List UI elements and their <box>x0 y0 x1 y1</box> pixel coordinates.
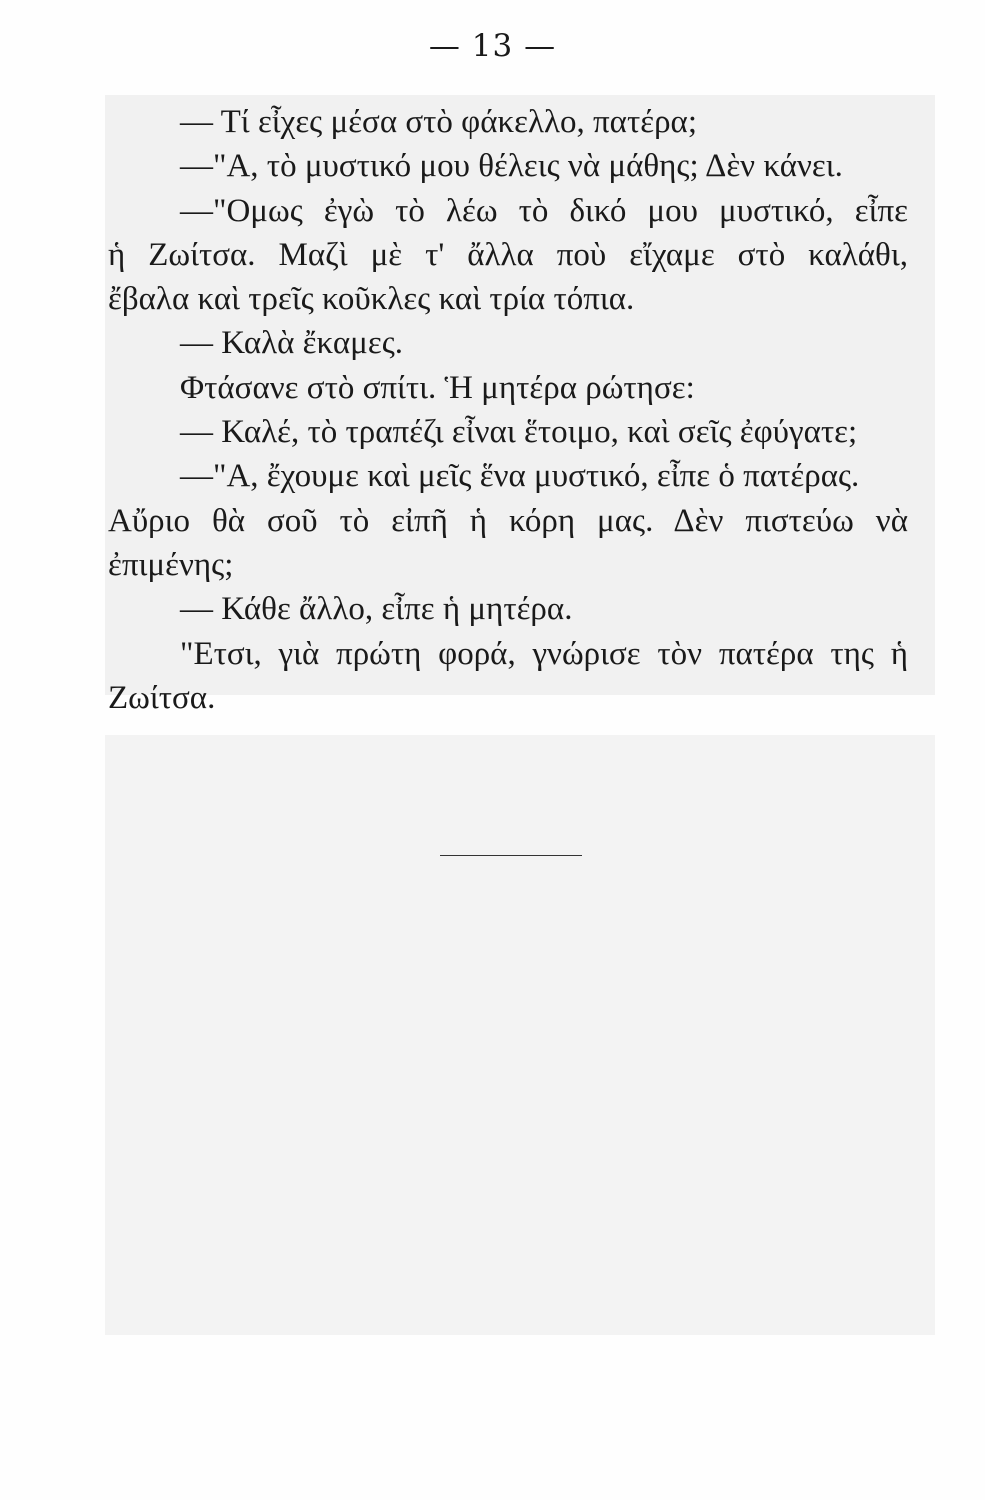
text-line: — Καλέ, τὸ τραπέζι εἶναι ἕτοιμο, καὶ σεῖς ἐφύγατε; <box>180 414 858 451</box>
text-line: — Κάθε ἄλλο, εἶπε ἡ μητέρα. <box>180 591 573 628</box>
text-line: —"Α, τὸ μυστικό μου θέλεις νὰ μάθης; Δὲν κάνει. <box>180 148 843 185</box>
text-line: —"Ομως ἐγὼ τὸ λέω τὸ δικό μου μυστικό, εἶπε <box>180 192 908 229</box>
text-line: Αὔριο θὰ σοῦ τὸ εἰπῆ ἡ κόρη μας. Δὲν πιστεύω νὰ <box>108 502 908 539</box>
text-line: — Τί εἶχες μέσα στὸ φάκελλο, πατέρα; <box>180 104 697 140</box>
text-line: ἡ Ζωίτσα. Μαζὶ μὲ τ' ἄλλα ποὺ εἴχαμε στὸ καλάθι, <box>108 236 908 273</box>
text-line: —"Α, ἔχουμε καὶ μεῖς ἕνα μυστικό, εἶπε ὁ πατέρας. <box>180 458 860 495</box>
text-line: ἐπιμένης; <box>108 546 234 583</box>
text-line: "Ετσι, γιὰ πρώτη φορά, γνώρισε τὸν πατέρα της ἡ <box>180 635 908 672</box>
body-text <box>108 100 908 720</box>
text-line: Φτάσανε στὸ σπίτι. Ἡ μητέρα ρώτησε: <box>180 369 695 406</box>
text-line: — Καλὰ ἔκαμες. <box>180 325 404 362</box>
text-line: ἔβαλα καὶ τρεῖς κοῦκλες καὶ τρία τόπια. <box>108 281 635 318</box>
section-divider <box>440 855 582 856</box>
page-number: — 13 — <box>428 28 557 64</box>
text-line: Ζωίτσα. <box>108 679 216 716</box>
